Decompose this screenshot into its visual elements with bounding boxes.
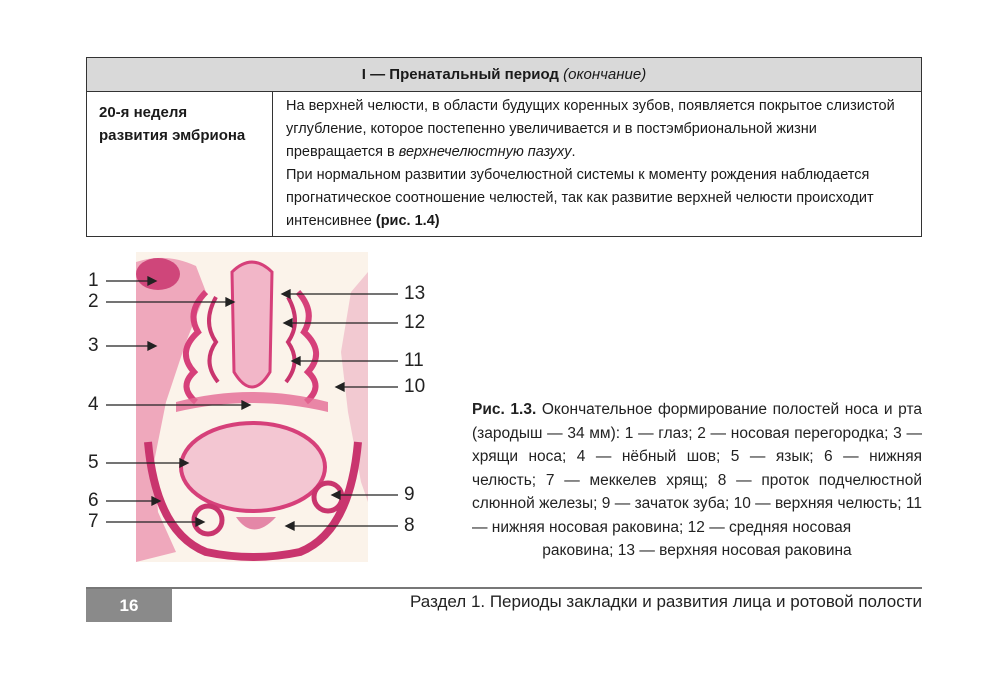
page-number: 16 bbox=[86, 589, 172, 622]
caption-last-line: раковина; 13 — верхняя носовая раковина bbox=[542, 542, 852, 559]
figure-reference: (рис. 1.4) bbox=[375, 213, 440, 229]
label-6: 6 bbox=[88, 490, 99, 511]
row-label: 20-я неделя развития эмбриона bbox=[87, 92, 273, 236]
caption-ref: Рис. 1.3. bbox=[472, 401, 537, 418]
label-10: 10 bbox=[404, 376, 426, 397]
label-3: 3 bbox=[88, 335, 99, 356]
table-header-title: I — Пренатальный период bbox=[361, 66, 559, 83]
term-maxillary-sinus: верхнечелюстную пазуху bbox=[398, 144, 572, 160]
paragraph-2-text: При нормальном развитии зубочелюстной системы к моменту рождения наблюдается прогнатическое соотношение челюстей, так как развитие верхней челюсти происходит интенсивнее bbox=[286, 167, 874, 229]
label-13: 13 bbox=[404, 283, 426, 304]
paragraph-2 bbox=[286, 164, 909, 233]
figure-caption bbox=[472, 398, 922, 563]
label-5: 5 bbox=[88, 452, 99, 473]
section-title: Раздел 1. Периоды закладки и развития лица и ротовой полости bbox=[410, 592, 922, 611]
paragraph-1-text: На верхней челюсти, в области будущих коренных зубов, появляется покрытое слизистой углубление, которое постепенно увеличивается и в постэмбриональной жизни превращается в bbox=[286, 98, 895, 160]
caption-text: Окончательное формирование полостей носа и рта (зародыш — 34 мм): 1 — глаз; 2 — носовая перегородка; 3 — хрящи носа; 4 — нёбный шов; 5 — язык; 6 — нижняя челюсть; 7 — меккелев хрящ; 8 — проток подчелюстной слюнной железы; 9 — зачаток зуба; 10 — верхняя челюсть; 11 — нижняя носовая раковина; 12 — средняя носовая bbox=[472, 401, 922, 536]
table-header bbox=[87, 58, 921, 92]
histology-figure bbox=[136, 252, 368, 562]
paragraph-1 bbox=[286, 95, 909, 164]
label-1: 1 bbox=[88, 270, 99, 291]
label-7: 7 bbox=[88, 511, 99, 532]
table-row bbox=[87, 92, 921, 236]
label-2: 2 bbox=[88, 291, 99, 312]
footer-divider bbox=[86, 587, 922, 589]
label-9: 9 bbox=[404, 484, 415, 505]
table-header-note: (окончание) bbox=[563, 66, 647, 83]
content-table bbox=[86, 57, 922, 237]
paragraph-1-end: . bbox=[571, 144, 576, 160]
label-11: 11 bbox=[404, 350, 424, 371]
label-12: 12 bbox=[404, 312, 426, 333]
label-4: 4 bbox=[88, 394, 99, 415]
row-content bbox=[274, 92, 921, 239]
label-8: 8 bbox=[404, 515, 415, 536]
